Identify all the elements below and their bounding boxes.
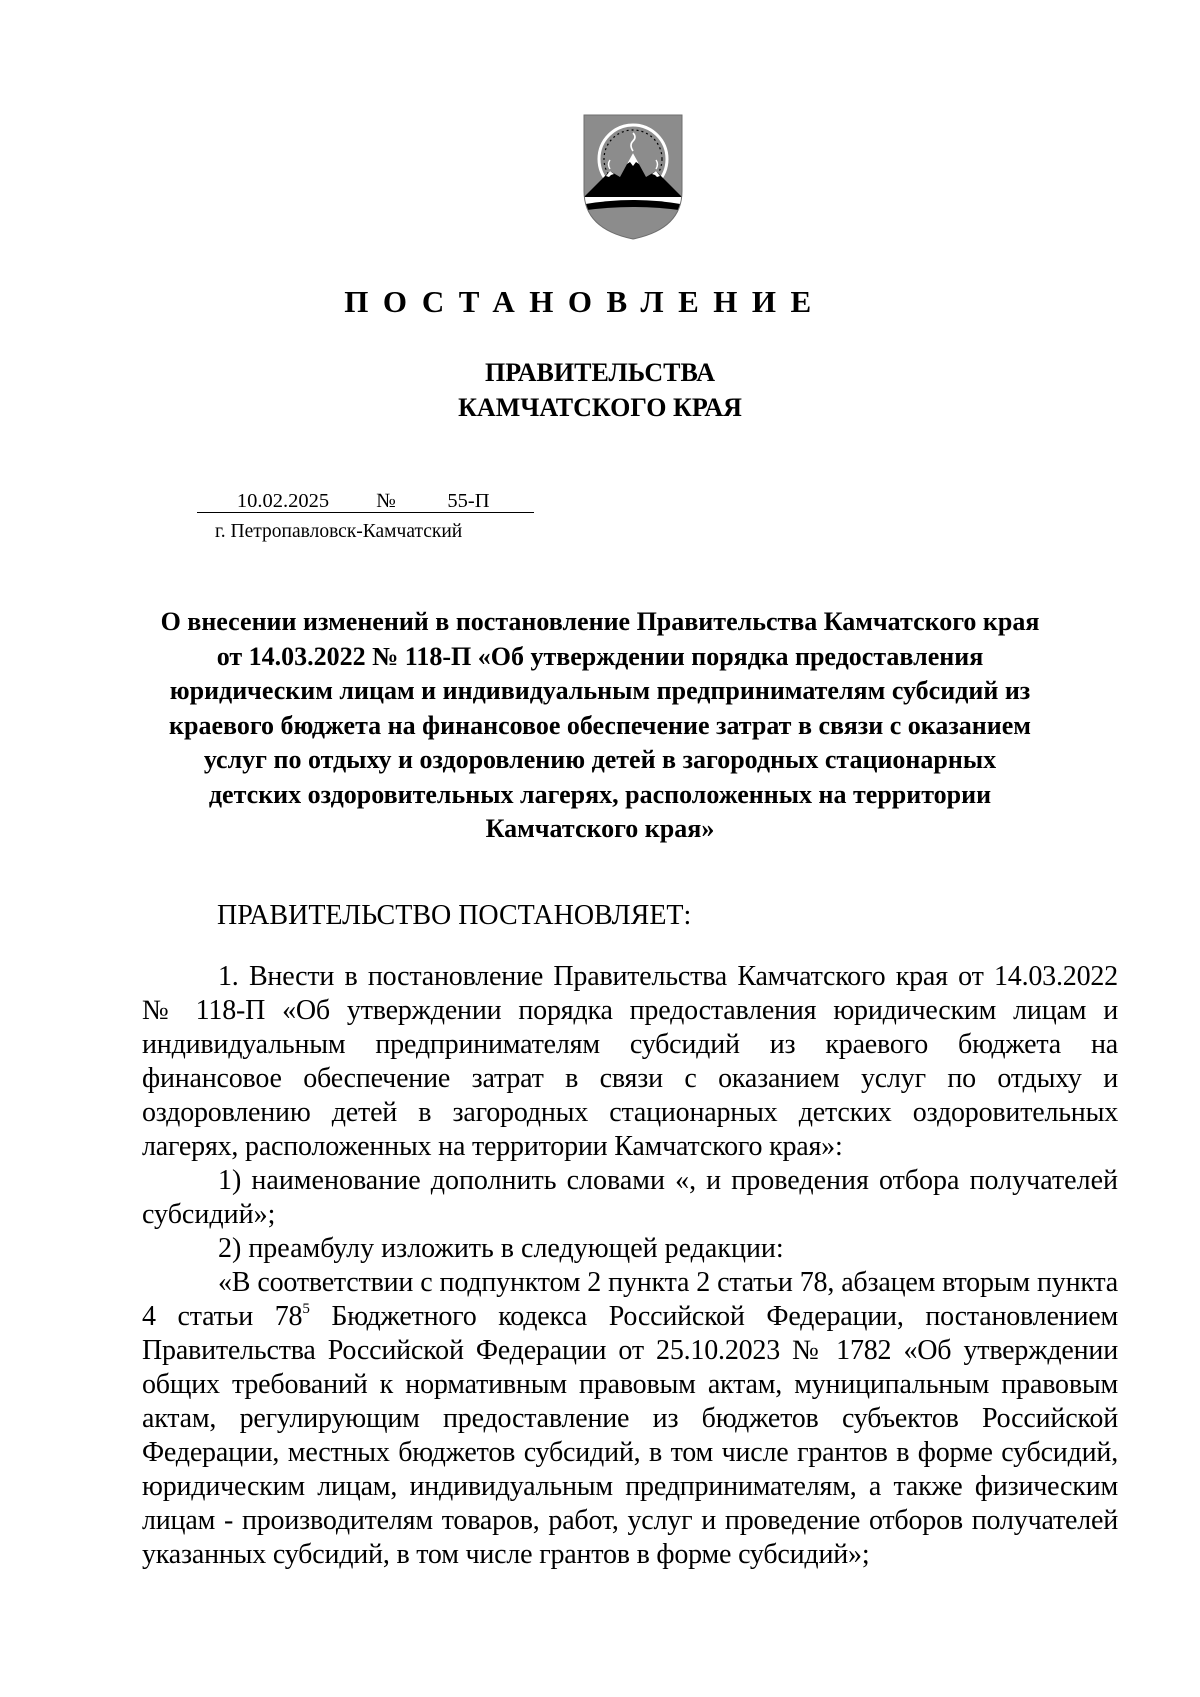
coat-of-arms-emblem [580, 111, 686, 241]
paragraph-4-part-a: «В соответствии с подпунктом 2 пункта 2 статьи 78, абзацем вторым пункта 4 статьи 78 [142, 1267, 1118, 1332]
issuing-authority [0, 355, 1200, 425]
decree-heading: ПРАВИТЕЛЬСТВО ПОСТАНОВЛЯЕТ: [217, 900, 692, 931]
number-sign: № [369, 490, 403, 513]
subject-line: О внесении изменений в постановление Правительства Камчатского края [160, 607, 1040, 636]
body-paragraph-1: 1. Внести в постановление Правительства Камчатского края от 14.03.2022 № 118-П «Об утверждении порядка предоставления юридическим лицам и индивидуальным предпринимателям субсидий из краевого бюджета на финансовое обеспечение затрат в связи с оказанием услуг по отдыху и оздоровлению детей в загородных стационарных детских оздоровительных лагерях, расположенных на территории Камчатского края»: [142, 961, 1118, 1162]
document-number: 55-П [403, 490, 534, 513]
subject-line: юридическим лицам и индивидуальным предпринимателям субсидий из [169, 676, 1031, 705]
authority-line-1: ПРАВИТЕЛЬСТВА [485, 358, 715, 387]
date-number-line [197, 488, 534, 514]
authority-line-2: КАМЧАТСКОГО КРАЯ [458, 393, 742, 422]
document-body [142, 960, 1118, 1572]
paragraph-4-part-b: Бюджетного кодекса Российской Федерации, постановлением Правительства Российской Федерации от 25.10.2023 № 1782 «Об утверждении общих требований к нормативным правовым актам, муниципальным правовым актам, регулирующим предоставление из бюджетов субъектов Российской Федерации, местных бюджетов субсидий, в том числе грантов в форме субсидий, юридическим лицам, индивидуальным предпринимателям, а также физическим лицам - производителям товаров, работ, услуг и проведение отборов получателей указанных субсидий, в том числе грантов в форме субсидий»; [142, 1301, 1118, 1570]
article-superscript: 5 [302, 1300, 310, 1317]
subject-line: услуг по отдыху и оздоровлению детей в загородных стационарных [203, 745, 997, 774]
document-type-title: ПОСТАНОВЛЕНИЕ [344, 284, 826, 319]
body-paragraph-3: 2) преамбулу изложить в следующей редакции: [218, 1233, 784, 1264]
subject-line: детских оздоровительных лагерях, расположенных на территории [208, 779, 992, 809]
body-paragraph-4 [142, 1266, 1118, 1572]
document-date: 10.02.2025 [197, 490, 369, 513]
body-paragraph-2: 1) наименование дополнить словами «, и проведения отбора получателей субсидий»; [142, 1165, 1118, 1230]
subject-line: Камчатского края» [485, 814, 715, 843]
subject-line: от 14.03.2022 № 118-П «Об утверждении порядка предоставления [216, 641, 984, 671]
document-subject [0, 605, 1200, 847]
city-of-issue: г. Петропавловск-Камчатский [215, 521, 463, 542]
subject-line: краевого бюджета на финансовое обеспечение затрат в связи с оказанием [169, 710, 1031, 740]
